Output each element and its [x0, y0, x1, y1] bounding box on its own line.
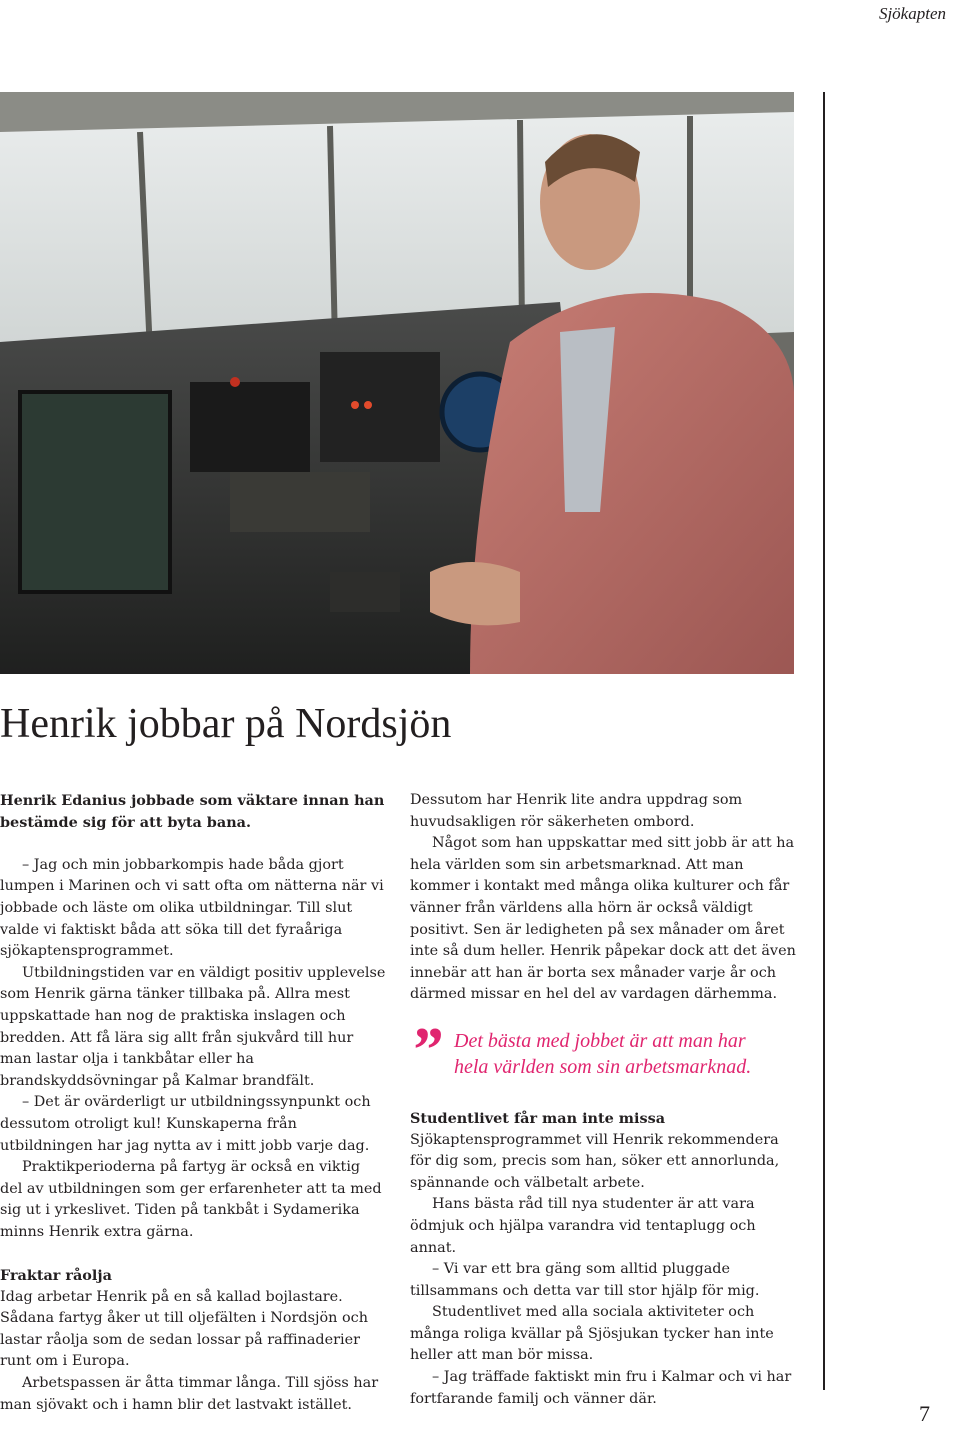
subheading: Studentlivet får man inte missa: [410, 1109, 666, 1127]
pull-quote: [410, 1013, 800, 1085]
column-rule: [823, 92, 825, 1390]
body-paragraph: Utbildningstiden var en väldigt positiv upplevelse som Henrik gärna tänker tillbaka på. Allra mest uppskattade han nog de praktiska inslagen och bredden. Att få lära sig allt från sjukvård till hur man lastar olja i tankbåtar eller ha brandskyddsövningar på Kalmar brandfält.: [0, 964, 386, 1089]
body-paragraph: Dessutom har Henrik lite andra uppdrag som huvudsakligen rör säkerheten ombord.: [410, 792, 743, 830]
body-paragraph: Hans bästa råd till nya studenter är att vara ödmjuk och hjälpa varandra vid tentaplugg och annat.: [410, 1196, 756, 1256]
body-paragraph: Sjökaptensprogrammet vill Henrik rekommendera för dig som, precis som han, söker ett annorlunda, spännande och välbetalt arbete.: [410, 1131, 780, 1191]
article-headline: Henrik jobbar på Nordsjön: [0, 701, 452, 747]
page-number: 7: [919, 1401, 930, 1426]
body-paragraph: Något som han uppskattar med sitt jobb är att ha hela världen som sin arbetsmarknad. Att man kommer i kontakt med många olika kulturer och får vänner från världens alla hörn är också väldigt positivt. Sen är ledigheten på sex månader om året inte så dum heller. Henrik påpekar dock att det även innebär att han är borta sex månader varje år och därmed missar en hel del av vardagen därhemma.: [410, 835, 796, 1003]
pull-quote-text: [454, 1028, 751, 1080]
subheading: Fraktar råolja: [0, 1267, 112, 1285]
body-paragraph: Idag arbetar Henrik på en så kallad bojlastare. Sådana fartyg åker ut till oljefälten i Nordsjön och lastar råolja som de sedan lossar på raffinaderier runt om i Europa.: [0, 1288, 368, 1370]
right-column: [410, 790, 800, 1410]
paragraph-gap: [0, 1243, 386, 1265]
body-paragraph: – Jag och min jobbarkompis hade båda gjort lumpen i Marinen och vi satt ofta om nätterna när vi jobbade och läste om olika utbildningar. Till slut valde vi faktiskt båda att söka till det fyraåriga sjökaptensprogrammet.: [0, 856, 384, 960]
body-paragraph: Studentlivet med alla sociala aktiviteter och många roliga kvällar på Sjösjukan tycker han inte heller att man bör missa.: [410, 1304, 774, 1364]
running-head: Sjökapten: [878, 4, 946, 23]
left-column: [0, 790, 386, 1416]
quote-mark-icon: ”: [410, 1013, 442, 1085]
body-paragraph: – Det är ovärderligt ur utbildningssynpunkt och dessutom otroligt kul! Kunskaperna från utbildningen har jag nytta av i mitt jobb varje dag.: [0, 1094, 371, 1154]
lead-paragraph: Henrik Edanius jobbade som väktare innan han bestämde sig för att byta bana.: [0, 792, 385, 831]
body-paragraph: – Jag träffade faktiskt min fru i Kalmar och vi har fortfarande familj och vänner där.: [410, 1369, 792, 1407]
paragraph-gap: [0, 833, 386, 855]
body-paragraph: Arbetspassen är åtta timmar långa. Till sjöss har man sjövakt och i hamn blir det lastvakt istället.: [0, 1375, 379, 1413]
body-paragraph: Praktikperioderna på fartyg är också en viktig del av utbildningen som ger erfarenheter att ta med sig ut i yrkeslivet. Tiden på tankbåt i Sydamerika minns Henrik extra gärna.: [0, 1159, 382, 1240]
photo-illustration: [0, 92, 794, 674]
pull-quote-line: hela världen som sin arbetsmarknad.: [454, 1055, 752, 1078]
ship-bridge-photo: [0, 92, 794, 674]
body-paragraph: – Vi var ett bra gäng som alltid pluggade tillsammans och detta var till stor hjälp för mig.: [410, 1261, 760, 1299]
pull-quote-line: Det bästa med jobbet är att man har: [454, 1029, 746, 1052]
